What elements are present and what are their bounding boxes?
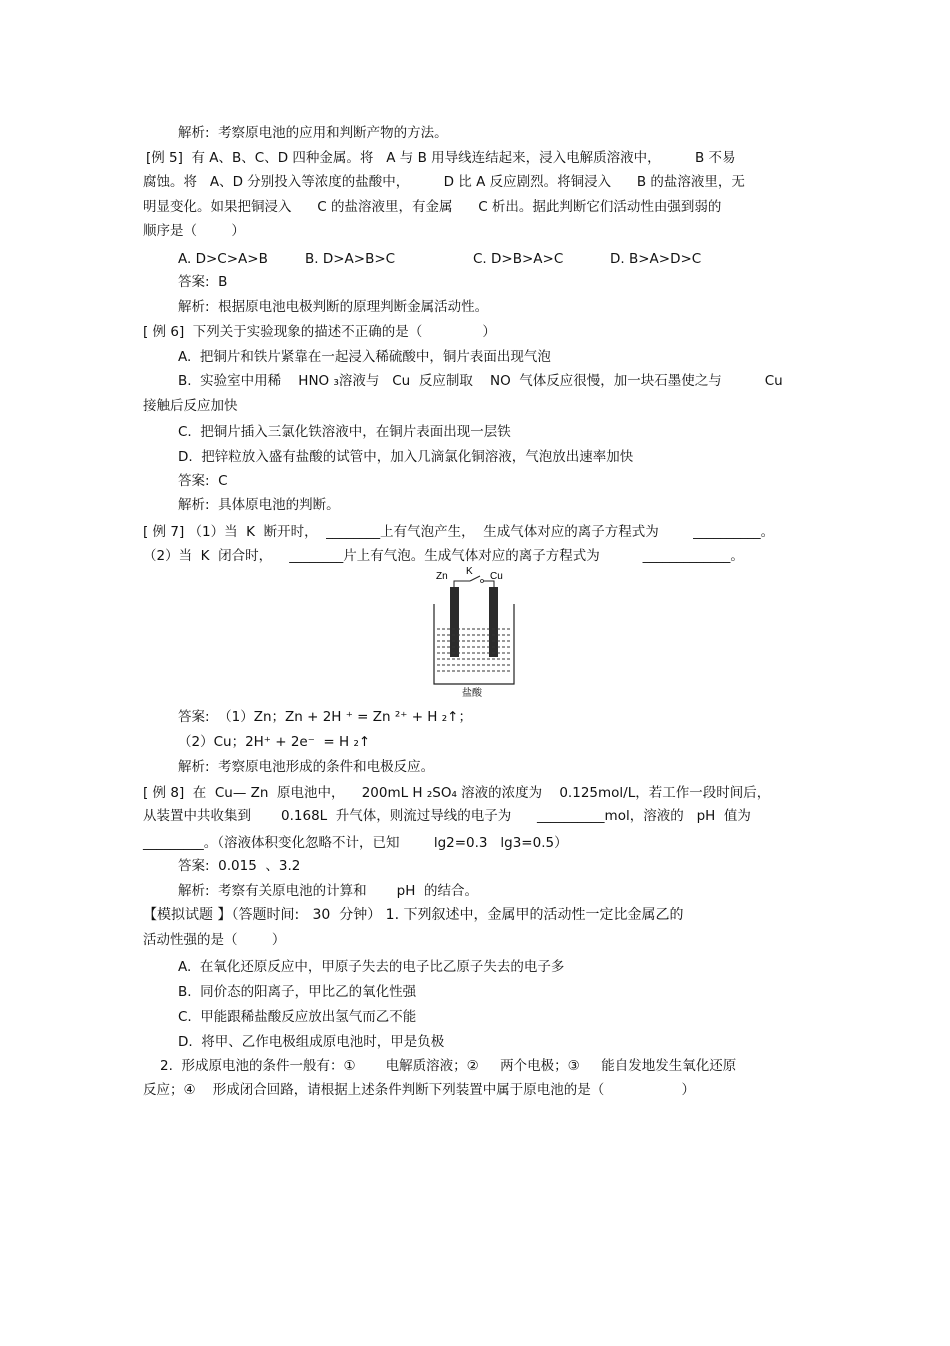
practice-q1-stem-2: 活动性强的是（ ） bbox=[143, 932, 286, 948]
example-5-stem-1: [例 5] 有 A、B、C、D 四种金属。将 A 与 B 用导线连结起来，浸入电解质溶液中， B 不易 bbox=[146, 150, 736, 166]
example-5-option-a: A. D>C>A>B bbox=[178, 251, 268, 267]
example-7-analysis: 解析: 考察原电池形成的条件和电极反应。 bbox=[178, 759, 435, 775]
wire bbox=[454, 581, 494, 587]
example-7-stem-1: [ 例 7] （1）当 K 断开时， ________上有气泡产生， 生成气体对应的离子方程式为 __________。 bbox=[143, 524, 775, 540]
example-5-stem-3: 明显变化。如果把铜浸入 C 的盐溶液里，有金属 C 析出。据此判断它们活动性由强到弱的 bbox=[143, 199, 722, 215]
practice-q1-option-d: D. 将甲、乙作电极组成原电池时，甲是负极 bbox=[178, 1034, 445, 1050]
beaker bbox=[434, 604, 514, 684]
cu-label: Cu bbox=[490, 571, 503, 582]
example-5-option-b: B. D>A>B>C bbox=[305, 251, 396, 267]
example-7-answer-2: （2）Cu；2H⁺ + 2e⁻ = H ₂↑ bbox=[178, 734, 371, 750]
example-5-answer: 答案: B bbox=[178, 274, 228, 290]
practice-q1-option-c: C. 甲能跟稀盐酸反应放出氢气而乙不能 bbox=[178, 1009, 417, 1025]
solution-hatch bbox=[437, 629, 511, 671]
electrolyte-caption: 盐酸 bbox=[462, 688, 482, 699]
practice-q2-stem-2: 反应；④ 形成闭合回路，请根据上述条件判断下列装置中属于原电池的是（ ） bbox=[143, 1082, 696, 1098]
example-6-option-a: A. 把铜片和铁片紧靠在一起浸入稀硫酸中，铜片表面出现气泡 bbox=[178, 349, 551, 365]
example-8-answer: 答案: 0.015 、3.2 bbox=[178, 858, 301, 874]
example-5-stem-4: 顺序是（ ） bbox=[143, 223, 245, 239]
example-6-answer: 答案: C bbox=[178, 473, 228, 489]
switch-k-contact bbox=[481, 580, 484, 583]
example-7-answer-1: 答案: （1）Zn；Zn + 2H ⁺ = Zn ²⁺ + H ₂↑； bbox=[178, 709, 472, 725]
example-6-option-b-2: 接触后反应加快 bbox=[143, 398, 238, 414]
example-7-stem-2: （2）当 K 闭合时， ________片上有气泡。生成气体对应的离子方程式为 _____________。 bbox=[143, 548, 744, 564]
k-label: K bbox=[466, 567, 473, 577]
example-6-option-c: C. 把铜片插入三氯化铁溶液中，在铜片表面出现一层铁 bbox=[178, 424, 511, 440]
example-6-option-b-1: B. 实验室中用稀 HNO ₃溶液与 Cu 反应制取 NO 气体反应很慢，加一块石墨使之与 Cu bbox=[178, 373, 783, 389]
example-5-stem-2: 腐蚀。将 A、D 分别投入等浓度的盐酸中， D 比 A 反应剧烈。将铜浸入 B 的盐溶液里，无 bbox=[143, 174, 745, 190]
practice-heading-q1: 【模拟试题 】（答题时间: 30 分钟） 1. 下列叙述中，金属甲的活动性一定比金属乙的 bbox=[143, 907, 684, 923]
example-8-analysis: 解析: 考察有关原电池的计算和 pH 的结合。 bbox=[178, 883, 478, 899]
example-8-stem-2: 从装置中共收集到 0.168L 升气体，则流过导线的电子为 __________mol，溶液的 pH 值为 bbox=[143, 808, 751, 824]
zn-label: Zn bbox=[436, 571, 448, 582]
example-8-stem-3: _________。（溶液体积变化忽略不计，已知 lg2=0.3 lg3=0.5） bbox=[143, 835, 568, 851]
example-8-stem-1: [ 例 8] 在 Cu— Zn 原电池中， 200mL H ₂SO₄ 溶液的浓度为 0.125mol/L，若工作一段时间后， bbox=[143, 785, 771, 801]
example-6-option-d: D. 把锌粒放入盛有盐酸的试管中，加入几滴氯化铜溶液，气泡放出速率加快 bbox=[178, 449, 634, 465]
practice-q1-option-a: A. 在氧化还原反应中，甲原子失去的电子比乙原子失去的电子多 bbox=[178, 959, 565, 975]
galvanic-cell-diagram bbox=[428, 567, 528, 702]
example-5-option-c: C. D>B>A>C bbox=[473, 251, 564, 267]
practice-q1-option-b: B. 同价态的阳离子，甲比乙的氧化性强 bbox=[178, 984, 417, 1000]
example-6-stem: [ 例 6] 下列关于实验现象的描述不正确的是（ ） bbox=[143, 324, 496, 340]
example-6-analysis: 解析: 具体原电池的判断。 bbox=[178, 497, 340, 513]
practice-q2-stem-1: 2. 形成原电池的条件一般有：① 电解质溶液；② 两个电极；③ 能自发地发生氧化还原 bbox=[160, 1058, 737, 1074]
example-5-option-d: D. B>A>D>C bbox=[610, 251, 702, 267]
analysis-4: 解析: 考察原电池的应用和判断产物的方法。 bbox=[178, 125, 448, 141]
example-5-analysis: 解析: 根据原电池电极判断的原理判断金属活动性。 bbox=[178, 299, 489, 315]
